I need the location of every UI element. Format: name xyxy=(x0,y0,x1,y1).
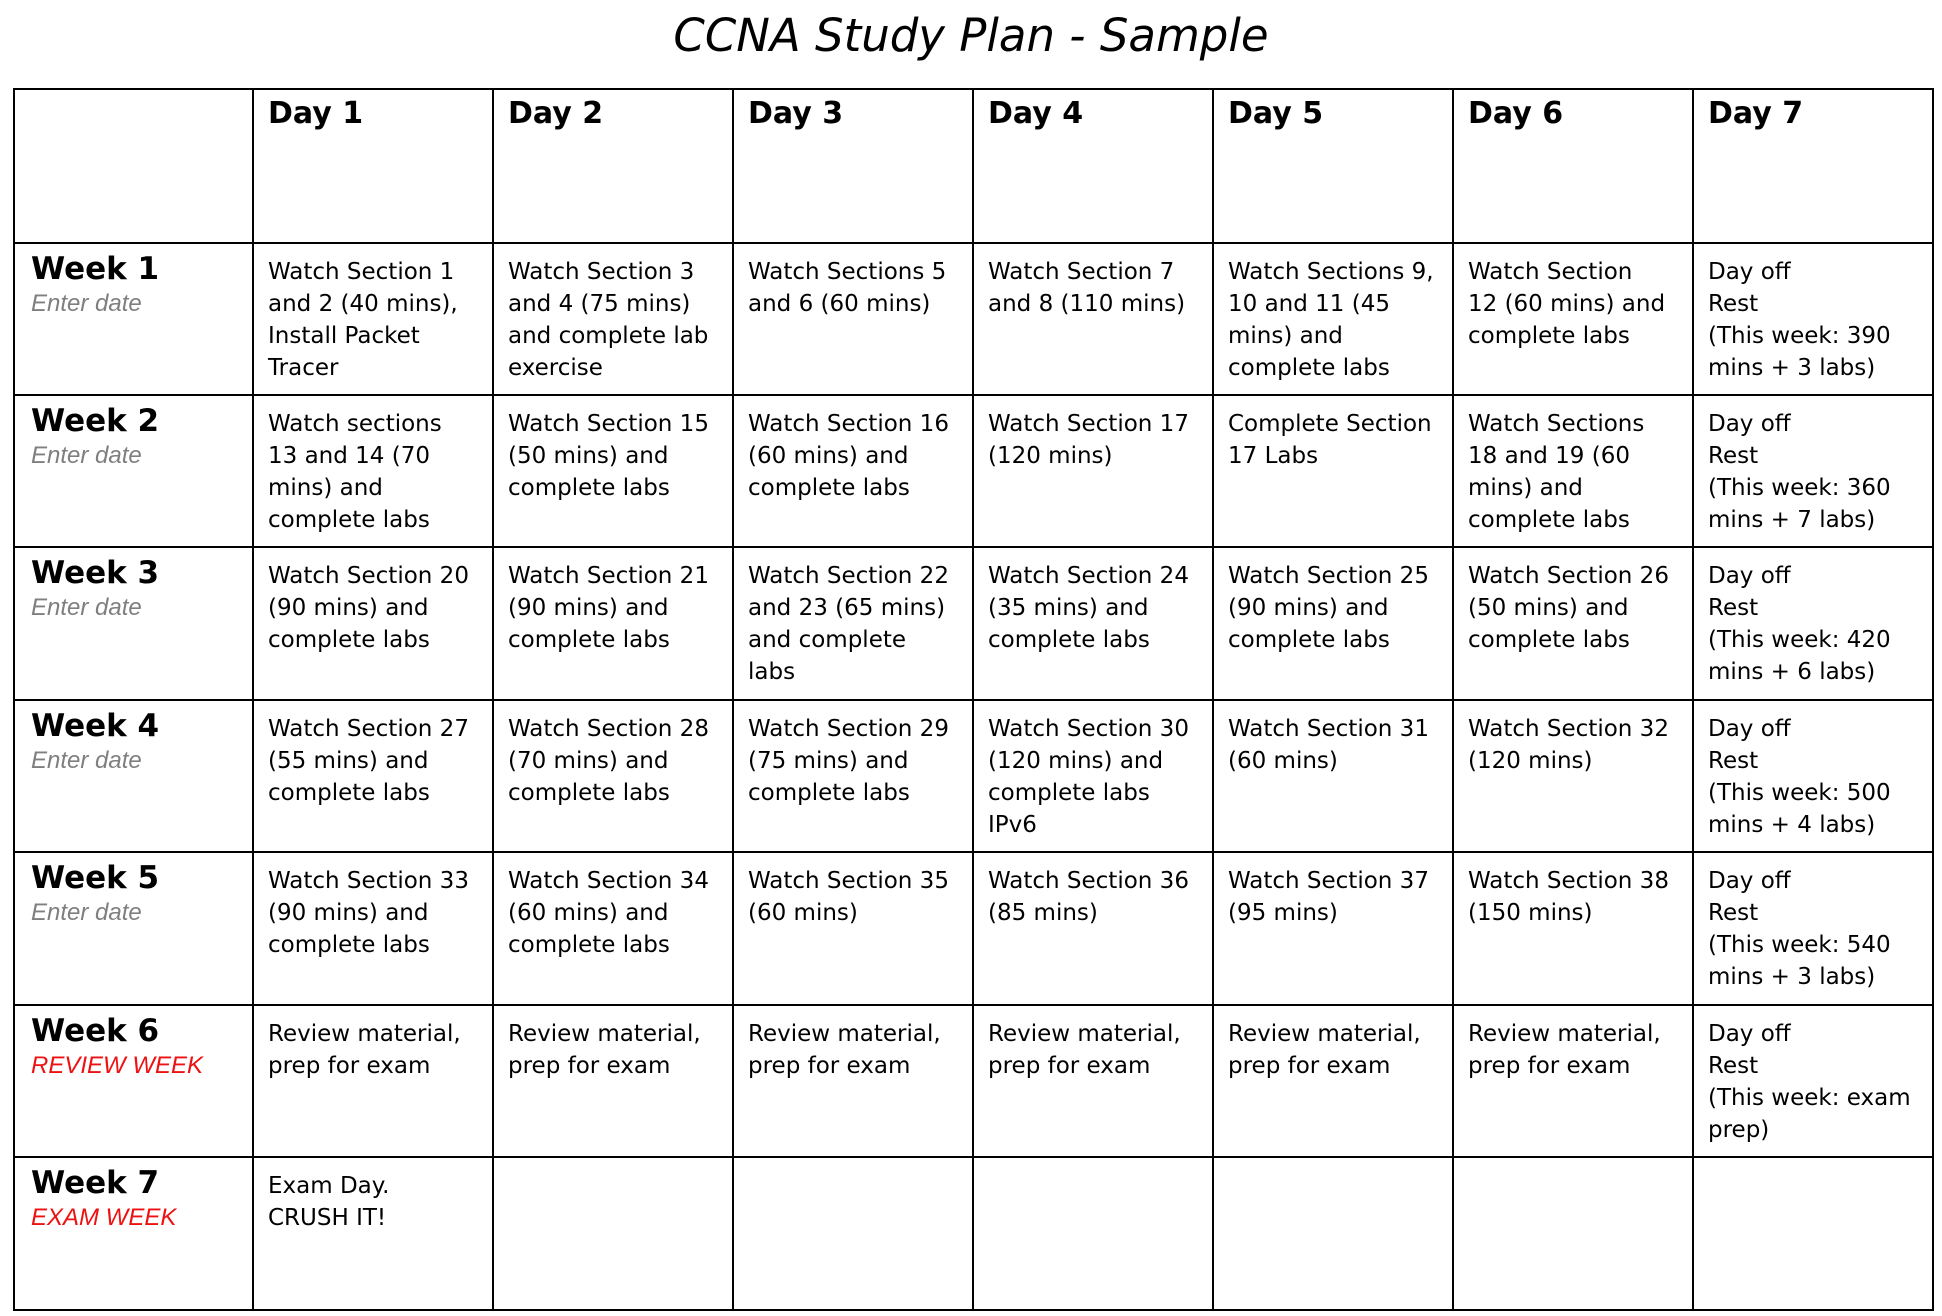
day-header-3: Day 3 xyxy=(733,89,973,243)
week-label-cell xyxy=(14,243,253,395)
week-label-cell xyxy=(14,852,253,1004)
corner-cell xyxy=(14,89,253,243)
week-name: Week 1 xyxy=(31,250,160,287)
plan-cell: Watch Section 26 (50 mins) and complete labs xyxy=(1453,547,1693,699)
header-row xyxy=(14,89,1933,243)
plan-cell: Watch Sections 5 and 6 (60 mins) xyxy=(733,243,973,395)
plan-cell: Watch Section 31 (60 mins) xyxy=(1213,700,1453,852)
plan-cell: Watch Sections 9, 10 and 11 (45 mins) and complete labs xyxy=(1213,243,1453,395)
plan-cell: Day off Rest (This week: 360 mins + 7 labs) xyxy=(1693,395,1933,547)
plan-cell: Exam Day. CRUSH IT! xyxy=(253,1157,493,1310)
plan-cell xyxy=(493,1157,733,1310)
plan-cell xyxy=(1693,1157,1933,1310)
week-phase-label: REVIEW WEEK xyxy=(31,1051,204,1079)
week-name: Week 3 xyxy=(31,555,160,592)
day-header-7: Day 7 xyxy=(1693,89,1933,243)
plan-cell: Review material, prep for exam xyxy=(1213,1005,1453,1157)
plan-cell: Watch Section 28 (70 mins) and complete labs xyxy=(493,700,733,852)
week-phase-label: EXAM WEEK xyxy=(31,1204,177,1232)
week-date-placeholder: Enter date xyxy=(31,289,142,317)
plan-cell: Watch Section 22 and 23 (65 mins) and complete labs xyxy=(733,547,973,699)
plan-cell: Review material, prep for exam xyxy=(1453,1005,1693,1157)
plan-cell: Day off Rest (This week: 390 mins + 3 labs) xyxy=(1693,243,1933,395)
plan-cell: Complete Section 17 Labs xyxy=(1213,395,1453,547)
plan-cell: Watch Sections 18 and 19 (60 mins) and complete labs xyxy=(1453,395,1693,547)
study-plan-table xyxy=(13,88,1934,1311)
plan-cell: Watch Section 21 (90 mins) and complete labs xyxy=(493,547,733,699)
plan-cell: Day off Rest (This week: 420 mins + 6 labs) xyxy=(1693,547,1933,699)
week-row-2 xyxy=(14,395,1933,547)
plan-cell: Watch Section 1 and 2 (40 mins), Install Packet Tracer xyxy=(253,243,493,395)
plan-cell: Watch Section 20 (90 mins) and complete labs xyxy=(253,547,493,699)
plan-cell: Watch Section 36 (85 mins) xyxy=(973,852,1213,1004)
plan-cell: Watch Section 34 (60 mins) and complete labs xyxy=(493,852,733,1004)
plan-cell: Watch Section 35 (60 mins) xyxy=(733,852,973,1004)
day-header-6: Day 6 xyxy=(1453,89,1693,243)
week-label-cell xyxy=(14,547,253,699)
week-row-3 xyxy=(14,547,1933,699)
week-name: Week 5 xyxy=(31,860,160,897)
plan-cell: Watch Section 25 (90 mins) and complete labs xyxy=(1213,547,1453,699)
week-date-placeholder: Enter date xyxy=(31,441,142,469)
day-header-5: Day 5 xyxy=(1213,89,1453,243)
plan-cell: Watch Section 3 and 4 (75 mins) and complete lab exercise xyxy=(493,243,733,395)
plan-cell: Watch Section 38 (150 mins) xyxy=(1453,852,1693,1004)
week-label-cell xyxy=(14,395,253,547)
plan-cell xyxy=(733,1157,973,1310)
week-name: Week 7 xyxy=(31,1165,160,1202)
plan-cell: Watch Section 15 (50 mins) and complete labs xyxy=(493,395,733,547)
week-row-1 xyxy=(14,243,1933,395)
week-name: Week 4 xyxy=(31,707,160,744)
page-title: CCNA Study Plan - Sample xyxy=(673,9,1269,62)
week-label-cell xyxy=(14,700,253,852)
plan-cell: Review material, prep for exam xyxy=(733,1005,973,1157)
plan-cell: Watch Section 33 (90 mins) and complete labs xyxy=(253,852,493,1004)
week-name: Week 2 xyxy=(31,402,160,439)
plan-cell xyxy=(973,1157,1213,1310)
plan-cell: Review material, prep for exam xyxy=(973,1005,1213,1157)
week-row-4 xyxy=(14,700,1933,852)
plan-cell: Watch Section 37 (95 mins) xyxy=(1213,852,1453,1004)
plan-cell: Watch Section 16 (60 mins) and complete labs xyxy=(733,395,973,547)
plan-cell: Review material, prep for exam xyxy=(253,1005,493,1157)
plan-cell xyxy=(1453,1157,1693,1310)
plan-cell: Watch Section 32 (120 mins) xyxy=(1453,700,1693,852)
week-label-cell xyxy=(14,1157,253,1310)
plan-cell: Day off Rest (This week: exam prep) xyxy=(1693,1005,1933,1157)
week-date-placeholder: Enter date xyxy=(31,594,142,622)
week-row-7 xyxy=(14,1157,1933,1310)
plan-cell: Watch Section 7 and 8 (110 mins) xyxy=(973,243,1213,395)
plan-cell: Review material, prep for exam xyxy=(493,1005,733,1157)
plan-cell xyxy=(1213,1157,1453,1310)
day-header-1: Day 1 xyxy=(253,89,493,243)
week-row-5 xyxy=(14,852,1933,1004)
plan-cell: Watch sections 13 and 14 (70 mins) and complete labs xyxy=(253,395,493,547)
plan-cell: Watch Section 24 (35 mins) and complete labs xyxy=(973,547,1213,699)
day-header-4: Day 4 xyxy=(973,89,1213,243)
plan-cell: Watch Section 12 (60 mins) and complete labs xyxy=(1453,243,1693,395)
plan-cell: Watch Section 29 (75 mins) and complete labs xyxy=(733,700,973,852)
week-row-6 xyxy=(14,1005,1933,1157)
plan-cell: Day off Rest (This week: 500 mins + 4 labs) xyxy=(1693,700,1933,852)
week-name: Week 6 xyxy=(31,1012,160,1049)
day-header-2: Day 2 xyxy=(493,89,733,243)
plan-cell: Day off Rest (This week: 540 mins + 3 labs) xyxy=(1693,852,1933,1004)
plan-cell: Watch Section 27 (55 mins) and complete labs xyxy=(253,700,493,852)
plan-cell: Watch Section 30 (120 mins) and complete labs IPv6 xyxy=(973,700,1213,852)
week-date-placeholder: Enter date xyxy=(31,746,142,774)
week-label-cell xyxy=(14,1005,253,1157)
plan-cell: Watch Section 17 (120 mins) xyxy=(973,395,1213,547)
week-date-placeholder: Enter date xyxy=(31,899,142,927)
